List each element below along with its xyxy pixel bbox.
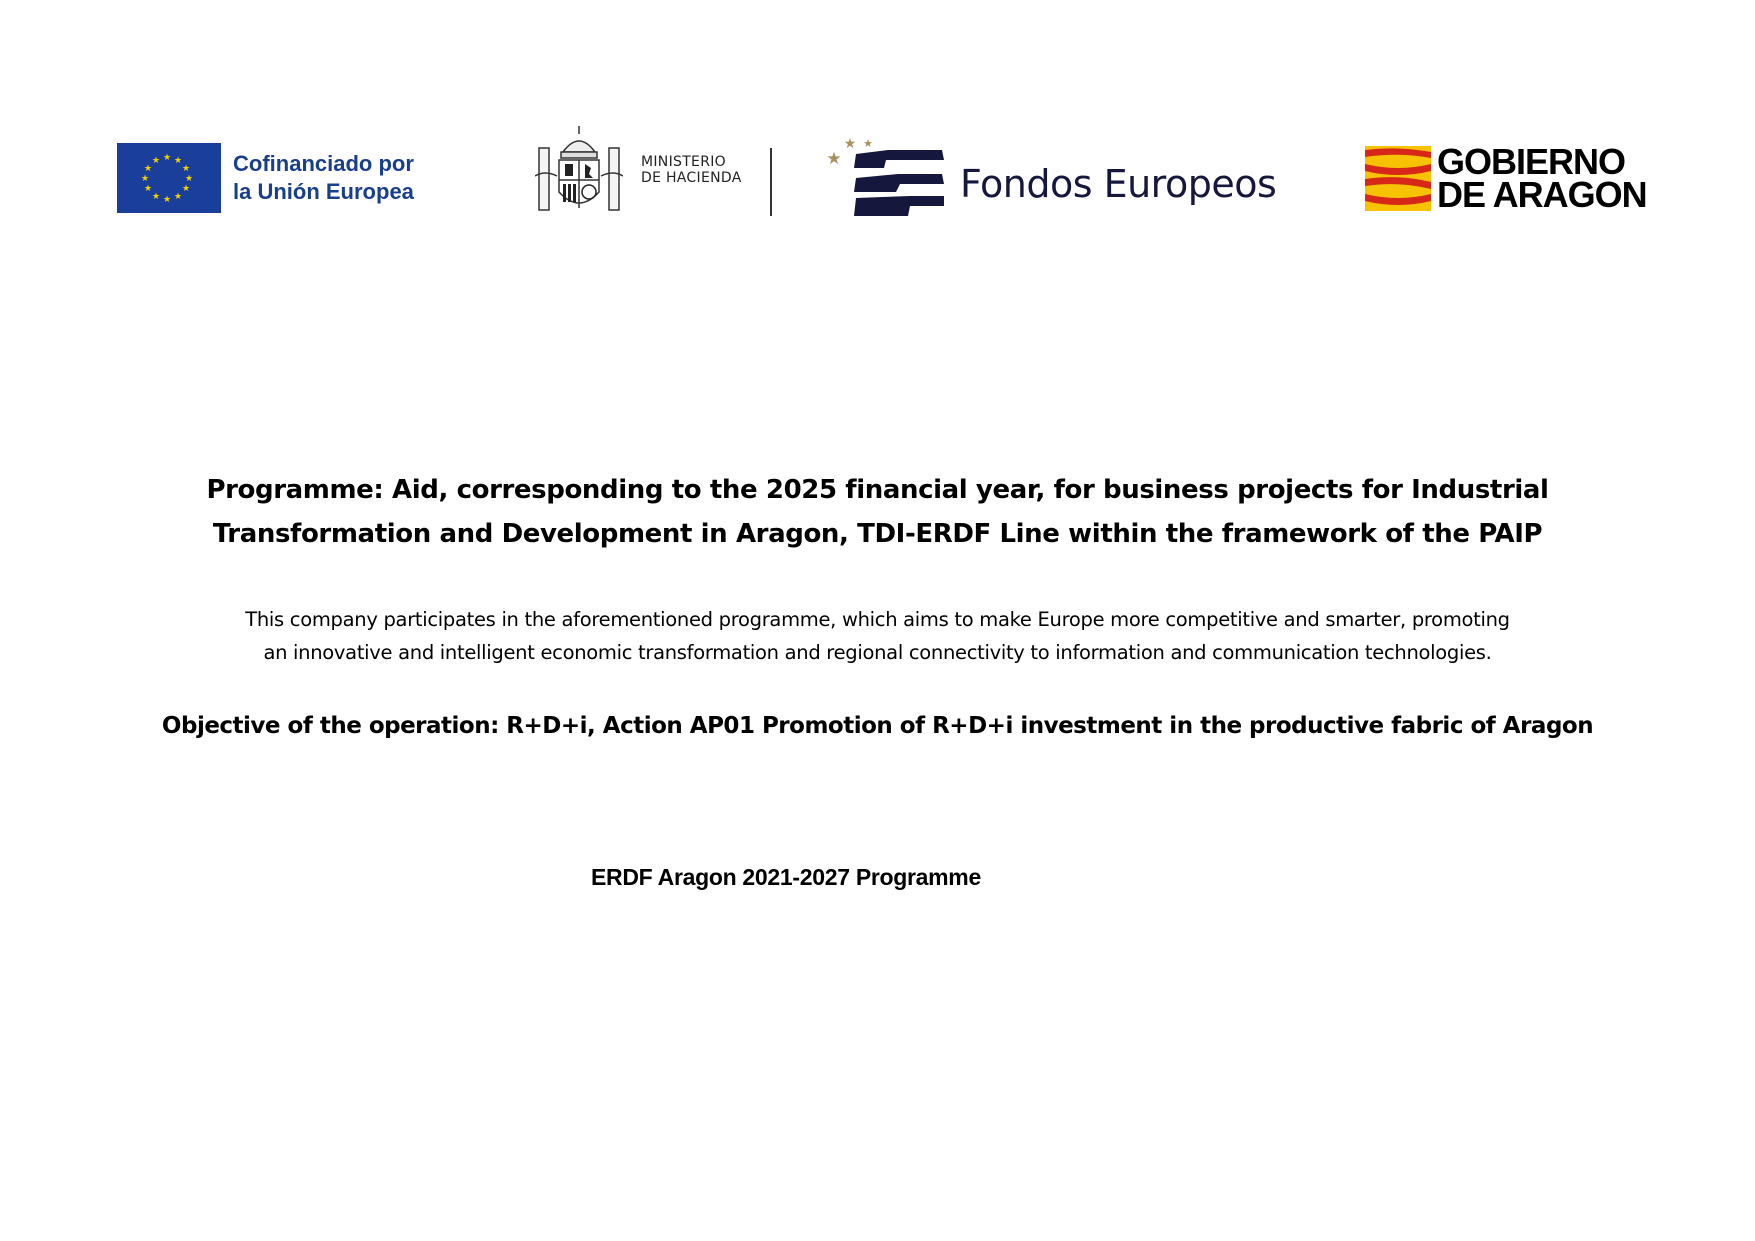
gobierno-aragon-line2: DE ARAGON [1437,174,1647,215]
svg-text:★: ★ [151,155,161,165]
svg-text:★: ★ [143,163,153,173]
erdf-programme-label: ERDF Aragon 2021-2027 Programme [591,864,981,890]
gobierno-aragon-text [1437,141,1647,215]
svg-text:★: ★ [843,135,857,151]
logo-bar [0,0,1755,260]
fondos-europeos-logo [826,134,1276,218]
programme-title-line2: Transformation and Development in Aragon, TDI-ERDF Line within the framework of the PAIP [212,519,1543,549]
ministerio-text [641,154,742,186]
eu-logo-text [233,150,414,206]
svg-text:★: ★ [826,149,842,168]
description-line2: an innovative and intelligent economic transformation and regional connectivity to information and communication technologies. [263,641,1492,664]
eu-flag-icon [117,143,221,213]
programme-title [0,468,1755,556]
eu-logo-line1: Cofinanciado por [233,151,414,176]
spain-coat-of-arms-icon [535,122,623,218]
programme-title-line1: Programme: Aid, corresponding to the 2025 financial year, for business projects for Industrial [206,475,1549,505]
svg-text:★: ★ [140,173,150,183]
svg-text:★: ★ [173,155,183,165]
svg-text:★: ★ [162,152,172,162]
ministerio-hacienda-logo [535,122,742,218]
aragon-flag-icon [1365,146,1431,211]
svg-text:★: ★ [173,191,183,201]
svg-text:★: ★ [151,191,161,201]
operation-objective: Objective of the operation: R+D+i, Action AP01 Promotion of R+D+i investment in the productive fabric of Aragon [161,713,1594,739]
logo-divider [770,148,772,216]
svg-text:★: ★ [143,183,153,193]
eu-cofinanced-logo [117,143,414,213]
gobierno-aragon-logo [1365,141,1647,215]
fondos-europeos-text: Fondos Europeos [960,162,1277,206]
svg-text:★: ★ [181,163,191,173]
gobierno-aragon-line1: GOBIERNO [1437,141,1626,182]
ministerio-line2: DE HACIENDA [641,170,742,186]
eu-logo-line2: la Unión Europea [233,179,414,204]
svg-text:★: ★ [863,138,873,150]
svg-text:★: ★ [162,194,172,204]
ministerio-line1: MINISTERIO [641,154,726,170]
svg-text:★: ★ [181,183,191,193]
description-line1: This company participates in the aforementioned programme, which aims to make Europe more competitive and smarter, promoting [245,608,1510,631]
svg-text:★: ★ [184,173,194,183]
programme-description [0,603,1755,669]
fondos-europeos-mark-icon [826,134,948,218]
